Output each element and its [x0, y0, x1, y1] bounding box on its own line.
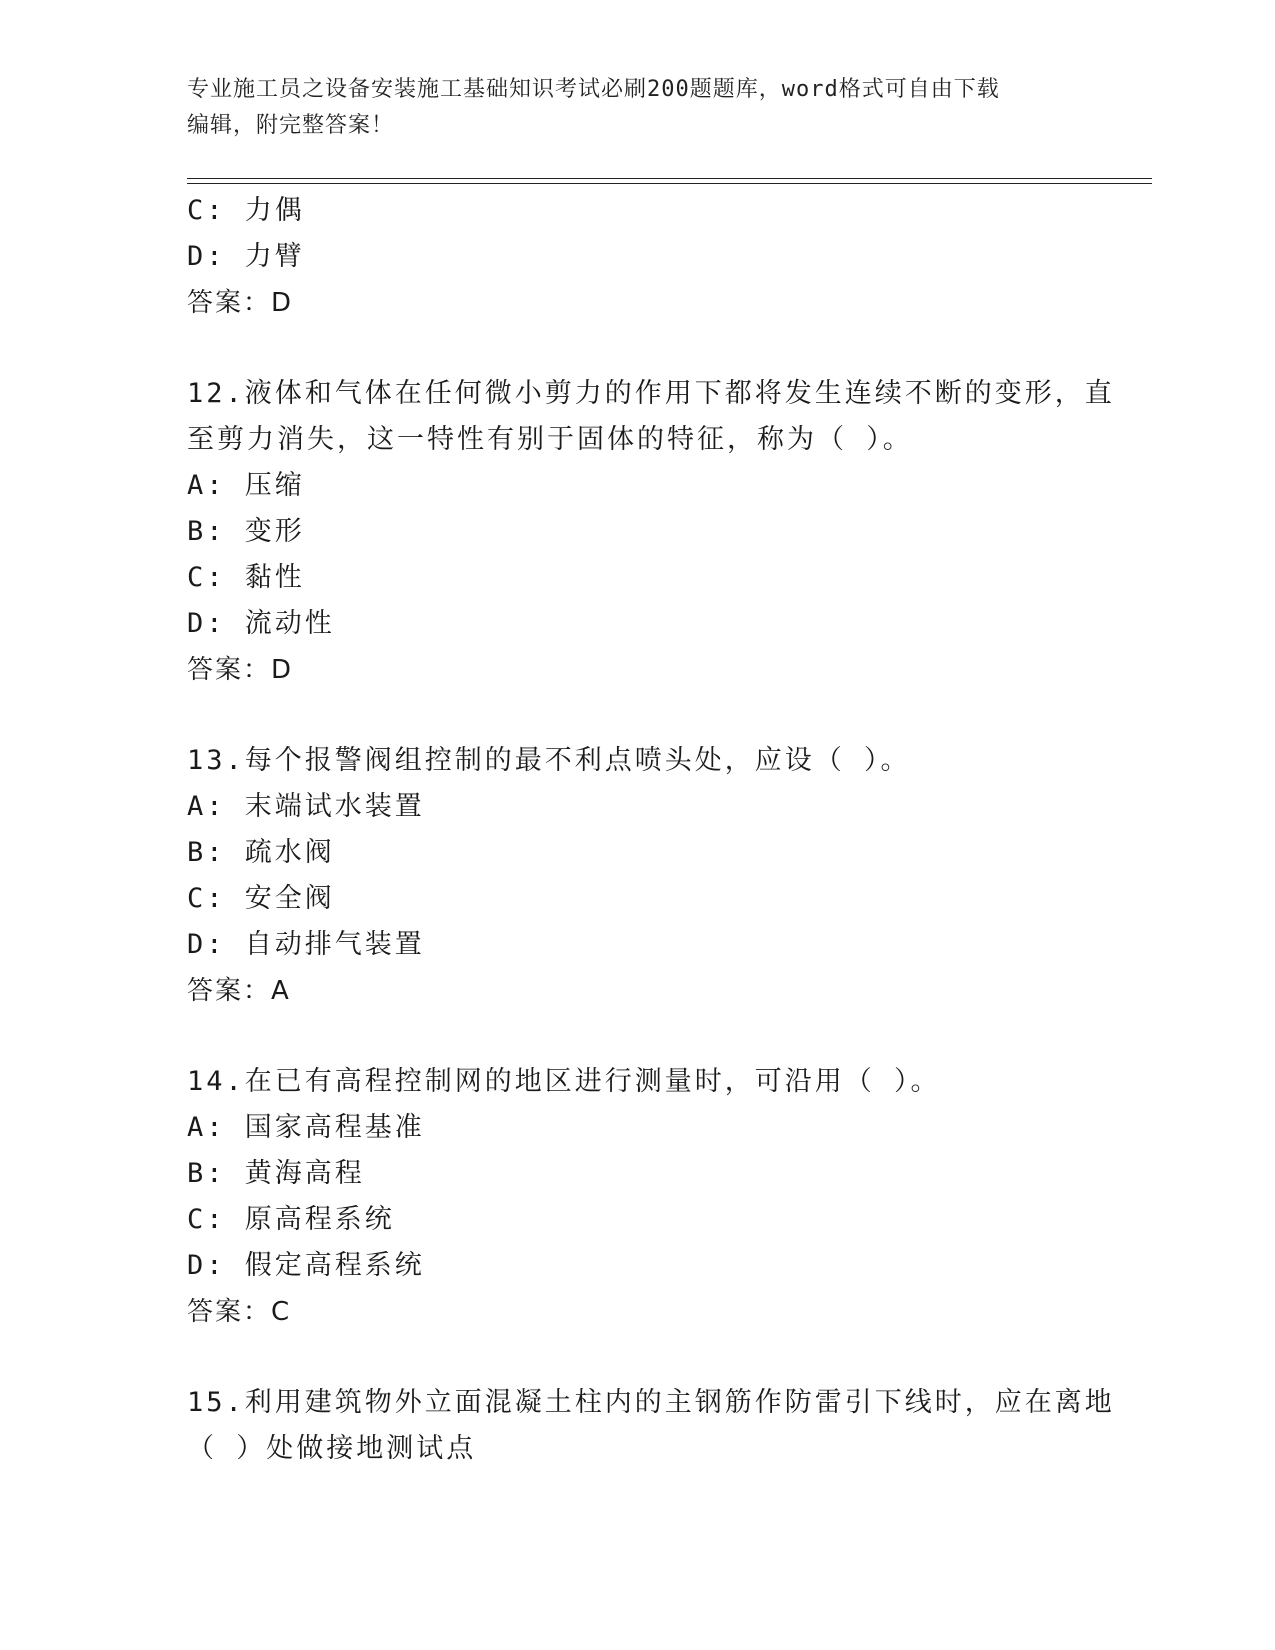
question-14: [187, 1059, 1087, 1335]
question-11-continued: [187, 188, 1087, 326]
option-d: D: 自动排气装置: [187, 929, 425, 960]
question-stem: 14.在已有高程控制网的地区进行测量时，可沿用（ ）。: [187, 1066, 941, 1097]
question-stem: 15.利用建筑物外立面混凝土柱内的主钢筋作防雷引下线时，应在离地: [187, 1387, 1115, 1418]
option-b: B: 变形: [187, 516, 305, 547]
option-a: A: 压缩: [187, 470, 305, 501]
option-c: C: 安全阀: [187, 883, 335, 914]
option-a: A: 国家高程基准: [187, 1112, 425, 1143]
question-13: [187, 738, 1087, 1014]
answer: 答案：D: [187, 288, 294, 318]
option-c: C: 黏性: [187, 562, 305, 593]
document-header: [187, 72, 1067, 144]
question-stem-continued: （ ）处做接地测试点: [187, 1433, 477, 1464]
header-divider-second: [187, 183, 1152, 184]
question-12: [187, 371, 1115, 693]
option-d: D: 流动性: [187, 608, 335, 639]
question-15: [187, 1380, 1115, 1472]
option-d: D: 力臂: [187, 241, 305, 272]
option-b: B: 黄海高程: [187, 1158, 365, 1189]
header-line-1: 专业施工员之设备安装施工基础知识考试必刷200题题库，word格式可自由下载: [187, 77, 1000, 102]
question-body: [187, 188, 1115, 1472]
option-a: A: 末端试水装置: [187, 791, 425, 822]
question-stem: 12.液体和气体在任何微小剪力的作用下都将发生连续不断的变形，直: [187, 378, 1115, 409]
question-stem-continued: 至剪力消失，这一特性有别于固体的特征，称为（ ）。: [187, 424, 913, 455]
answer: 答案：D: [187, 655, 294, 685]
option-b: B: 疏水阀: [187, 837, 335, 868]
question-stem: 13.每个报警阀组控制的最不利点喷头处，应设（ ）。: [187, 745, 911, 776]
option-c: C: 原高程系统: [187, 1204, 395, 1235]
header-line-2: 编辑，附完整答案！: [187, 113, 395, 138]
option-d: D: 假定高程系统: [187, 1250, 425, 1281]
header-divider: [187, 178, 1152, 179]
answer: 答案：A: [187, 976, 291, 1006]
option-c: C: 力偶: [187, 195, 305, 226]
answer: 答案：C: [187, 1297, 292, 1327]
